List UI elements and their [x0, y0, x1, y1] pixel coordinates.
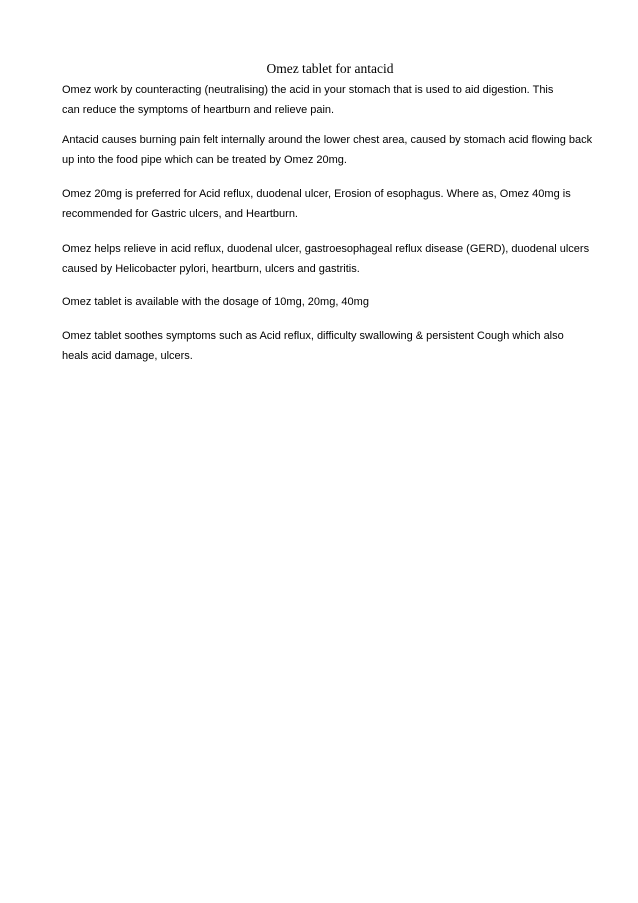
paragraph-line: caused by Helicobacter pylori, heartburn, ulcers and gastritis.	[62, 263, 360, 275]
paragraph-line: Omez 20mg is preferred for Acid reflux, duodenal ulcer, Erosion of esophagus. Where as, Omez 40mg is	[62, 188, 571, 200]
paragraph-line: recommended for Gastric ulcers, and Heartburn.	[62, 208, 298, 220]
paragraph-line: Omez tablet is available with the dosage of 10mg, 20mg, 40mg	[62, 296, 369, 308]
paragraph-line: Omez tablet soothes symptoms such as Acid reflux, difficulty swallowing & persistent Cough which also	[62, 330, 564, 342]
paragraph-line: Omez work by counteracting (neutralising) the acid in your stomach that is used to aid digestion. This	[62, 84, 554, 96]
paragraph-antacid	[62, 130, 592, 170]
paragraph-line: up into the food pipe which can be treated by Omez 20mg.	[62, 154, 347, 166]
paragraph-mechanism	[62, 80, 592, 120]
paragraph-line: heals acid damage, ulcers.	[62, 350, 193, 362]
paragraph-line: Omez helps relieve in acid reflux, duodenal ulcer, gastroesophageal reflux disease (GERD), duodenal ulcers	[62, 243, 590, 255]
document-body	[62, 80, 592, 366]
paragraph-line: Antacid causes burning pain felt internally around the lower chest area, caused by stomach acid flowing back	[62, 134, 593, 146]
paragraph-dosage-uses	[62, 184, 592, 224]
paragraph-availability	[62, 292, 592, 312]
paragraph-line: can reduce the symptoms of heartburn and relieve pain.	[62, 104, 335, 116]
paragraph-soothing	[62, 326, 592, 366]
paragraph-relief	[62, 239, 592, 279]
document-title: Omez tablet for antacid	[266, 61, 394, 76]
